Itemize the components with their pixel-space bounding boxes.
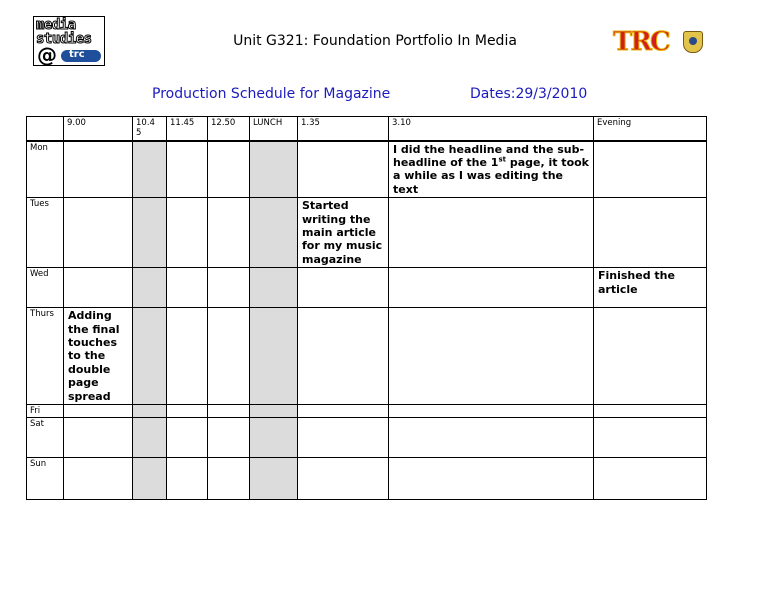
table-row [27,418,707,458]
table-row [27,405,707,418]
entry-mon-310-sup: st [498,155,506,164]
table-cell [167,418,208,458]
table-cell [389,418,594,458]
entry-mon-310-pre: I did the headline and the sub-headline of the 1 [393,142,585,169]
table-cell [167,308,208,405]
production-schedule-table [26,116,707,500]
header-cell-lunch: LUNCH [250,117,298,141]
table-cell [64,141,133,198]
table-cell [167,268,208,308]
logo-line-studies: studies [36,31,92,47]
header-cell-evening: Evening [594,117,707,141]
table-cell [298,458,389,500]
table-cell [298,418,389,458]
table-cell [133,405,167,418]
entry-thurs-900: Adding the final touches to the double page spread [64,308,133,405]
trc-logo-text: TRC [613,27,669,57]
entry-mon-310 [389,141,594,198]
table-cell [133,418,167,458]
day-label-thurs: Thurs [27,308,64,405]
table-cell [208,268,250,308]
table-cell [298,268,389,308]
table-row [27,268,707,308]
table-cell [133,458,167,500]
table-cell [208,405,250,418]
schedule-title: Production Schedule for Magazine [152,86,391,102]
table-cell [594,418,707,458]
table-cell [64,268,133,308]
day-label-mon: Mon [27,141,64,198]
table-cell [64,405,133,418]
table-cell [133,308,167,405]
entry-tues-135: Started writing the main article for my music magazine [298,198,389,268]
logo-at-sign: @ [37,43,57,66]
trc-logo [613,29,705,55]
header-cell-135: 1.35 [298,117,389,141]
table-row [27,308,707,405]
logo-line-media: media [36,17,76,33]
table-row [27,198,707,268]
table-cell [389,405,594,418]
table-cell [250,418,298,458]
table-cell [167,198,208,268]
table-cell [167,405,208,418]
schedule-dates: Dates:29/3/2010 [470,86,588,102]
table-cell [208,198,250,268]
table-cell [208,141,250,198]
table-cell [594,458,707,500]
table-cell [133,198,167,268]
table-cell [64,458,133,500]
header-cell-1145: 11.45 [167,117,208,141]
entry-wed-evening: Finished the article [594,268,707,308]
table-cell [208,308,250,405]
entry-mon-310-post: page, it took a while as I was editing the text [393,155,589,196]
day-label-fri: Fri [27,405,64,418]
table-cell [389,458,594,500]
table-cell [250,458,298,500]
table-cell [133,268,167,308]
table-cell [208,458,250,500]
table-cell [133,141,167,198]
table-cell [389,308,594,405]
table-cell [594,141,707,198]
table-cell [298,308,389,405]
header-cell-1045: 10.4 5 [133,117,167,141]
table-cell [208,418,250,458]
table-cell [64,198,133,268]
table-cell [298,405,389,418]
header-cell-310: 3.10 [389,117,594,141]
header-cell-900: 9.00 [64,117,133,141]
logo-trc-pill [61,50,101,62]
crest-icon [683,31,703,53]
table-cell [594,198,707,268]
table-cell [250,308,298,405]
table-cell [64,418,133,458]
table-cell [594,308,707,405]
logo-pill-text: trc [69,49,85,60]
table-cell [250,405,298,418]
table-cell [250,141,298,198]
header-cell-1250: 12.50 [208,117,250,141]
table-cell [298,141,389,198]
table-row [27,458,707,500]
table-cell [250,198,298,268]
table-row [27,141,707,198]
table-cell [167,458,208,500]
header-row [27,117,707,141]
table-cell [167,141,208,198]
table-cell [389,198,594,268]
table-cell [389,268,594,308]
table-cell [250,268,298,308]
day-label-sat: Sat [27,418,64,458]
unit-title-text: Unit G321: Foundation Portfolio In Media [233,33,517,49]
header-cell-blank [27,117,64,141]
day-label-sun: Sun [27,458,64,500]
table-cell [594,405,707,418]
day-label-wed: Wed [27,268,64,308]
day-label-tues: Tues [27,198,64,268]
